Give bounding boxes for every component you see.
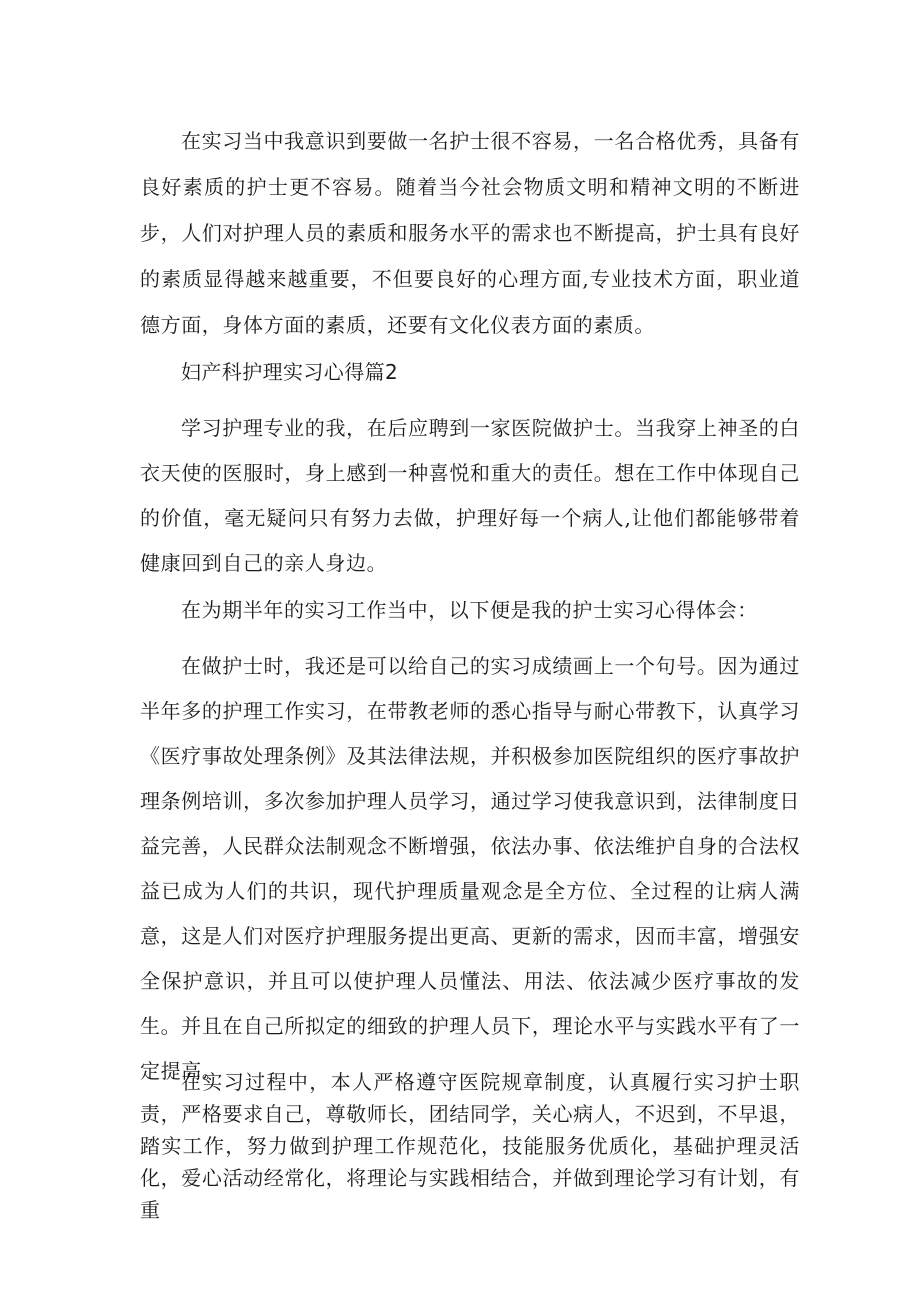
paragraph-intro: 在实习当中我意识到要做一名护士很不容易，一名合格优秀，具备有良好素质的护士更不容易。随着当今社会物质文明和精神文明的不断进步，人们对护理人员的素质和服务水平的需求也不断提高，护士具有良好的素质显得越来越重要，不但要良好的心理方面,专业技术方面，职业道德方面，身体方面的素质，还要有文化仪表方面的素质。 <box>140 129 800 337</box>
paragraph-lead-in: 在为期半年的实习工作当中，以下便是我的护士实习心得体会： <box>181 598 758 622</box>
paragraph-job: 学习护理专业的我，在后应聘到一家医院做护士。当我穿上神圣的白衣天使的医服时，身上感到一种喜悦和重大的责任。想在工作中体现自己的价值，毫无疑问只有努力去做，护理好每一个病人,让他们都能够带着健康回到自己的亲人身边。 <box>140 416 800 575</box>
paragraph-conduct: 在实习过程中，本人严格遵守医院规章制度，认真履行实习护士职责，严格要求自己，尊敬师长，团结同学，关心病人，不迟到，不早退，踏实工作，努力做到护理工作规范化，技能服务优质化，基础护理灵活化，爱心活动经常化，将理论与实践相结合，并做到理论学习有计划，有重 <box>140 1070 800 1222</box>
section-heading: 妇产科护理实习心得篇2 <box>181 360 399 384</box>
paragraph-experience: 在做护士时，我还是可以给自己的实习成绩画上一个句号。因为通过半年多的护理工作实习，在带教老师的悉心指导与耐心带教下，认真学习《医疗事故处理条例》及其法律法规，并积极参加医院组织的医疗事故护理条例培训，多次参加护理人员学习，通过学习使我意识到，法律制度日益完善，人民群众法制观念不断增强，依法办事、依法维护自身的合法权益已成为人们的共识，现代护理质量观念是全方位、全过程的让病人满意，这是人们对医疗护理服务提出更高、更新的需求，因而丰富，增强安全保护意识，并且可以使护理人员懂法、用法、依法减少医疗事故的发生。并且在自己所拟定的细致的护理人员下，理论水平与实践水平有了一定提高。 <box>140 654 800 1083</box>
